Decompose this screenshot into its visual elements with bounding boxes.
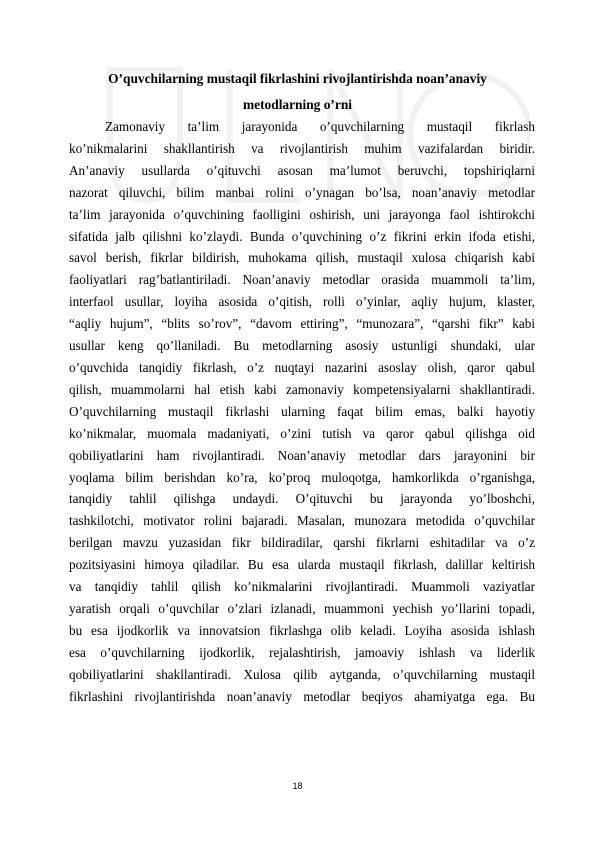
document-title: [60, 66, 535, 118]
paragraph-line: ko’nikmalarini shakllantirish va rivojlantirish muhim vazifalardan biridir.: [69, 140, 535, 156]
paragraph-line: qobiliyatlarini ham rivojlantiradi. Noan’anaviy metodlar dars jarayonini bir: [69, 447, 535, 463]
paragraph-line: yoqlama bilim berishdan ko’ra, ko’proq muloqotga, hamkorlikda o’rganishga,: [69, 469, 535, 485]
paragraph-line: bu esa ijodkorlik va innovatsion fikrlashga olib keladi. Loyiha asosida ishlash: [69, 622, 535, 638]
body-paragraph: [69, 116, 535, 707]
paragraph-line: Zamonaviy ta’lim jarayonida o’quvchilarning mustaqil fikrlash: [105, 119, 535, 134]
paragraph-line: “aqliy hujum”, “blits so’rov”, “davom ettiring”, “munozara”, “qarshi fikr” kabi: [69, 316, 535, 332]
paragraph-line: tanqidiy tahlil qilishga undaydi. O’qituvchi bu jarayonda yo’lboshchi,: [69, 491, 535, 507]
paragraph-line: tashkilotchi, motivator rolini bajaradi. Masalan, munozara metodida o’quvchilar: [69, 513, 535, 529]
paragraph-line: fikrlashini rivojlantirishda noan’anaviy metodlar beqiyos ahamiyatga ega. Bu: [69, 688, 535, 704]
title-line-2: metodlarning o’rni: [243, 97, 352, 112]
page-number: 18: [292, 781, 303, 791]
paragraph-line: qobiliyatlarini shakllantiradi. Xulosa qilib aytganda, o’quvchilarning mustaqil: [69, 666, 535, 682]
paragraph-line: va tanqidiy tahlil qilish ko’nikmalarini rivojlantiradi. Muammoli vaziyatlar: [69, 579, 535, 595]
paragraph-line: sifatida jalb qilishni ko’zlaydi. Bunda o’quvchining o’z fikrini erkin ifoda etishi,: [69, 228, 535, 244]
paragraph-line: yaratish orqali o’quvchilar o’zlari izlanadi, muammoni yechish yo’llarini topadi,: [69, 600, 535, 616]
paragraph-line: ta’lim jarayonida o’quvchining faolligini oshirish, uni jarayonga faol ishtirokchi: [69, 206, 535, 222]
paragraph-line: interfaol usullar, loyiha asosida o’qitish, rolli o’yinlar, aqliy hujum, klaster,: [69, 294, 535, 310]
paragraph-line: qilish, muammolarni hal etish kabi zamonaviy kompetensiyalarni shakllantiradi.: [69, 381, 535, 397]
paragraph-line: usullar keng qo’llaniladi. Bu metodlarning asosiy ustunligi shundaki, ular: [69, 338, 535, 354]
paragraph-line: nazorat qiluvchi, bilim manbai rolini o’ynagan bo’lsa, noan’anaviy metodlar: [69, 184, 535, 200]
paragraph-line: ko’nikmalar, muomala madaniyati, o’zini tutish va qaror qabul qilishga oid: [69, 425, 535, 441]
paragraph-line: savol berish, fikrlar bildirish, muhokama qilish, mustaqil xulosa chiqarish kabi: [69, 250, 535, 266]
paragraph-line: pozitsiyasini himoya qiladilar. Bu esa ularda mustaqil fikrlash, dalillar keltirish: [69, 557, 535, 573]
paragraph-line: faoliyatlari rag’batlantiriladi. Noan’anaviy metodlar orasida muammoli ta’lim,: [69, 272, 535, 288]
paragraph-line: An’anaviy usullarda o’qituvchi asosan ma’lumot beruvchi, topshiriqlarni: [69, 162, 535, 178]
paragraph-line: o’quvchida tanqidiy fikrlash, o’z nuqtayi nazarini asoslay olish, qaror qabul: [69, 359, 535, 375]
paragraph-line: O’quvchilarning mustaqil fikrlashi ularning faqat bilim emas, balki hayotiy: [69, 403, 535, 419]
paragraph-line: esa o’quvchilarning ijodkorlik, rejalashtirish, jamoaviy ishlash va liderlik: [69, 644, 535, 660]
title-line-1: O’quvchilarning mustaqil fikrlashini rivojlantirishda noan’anaviy: [108, 71, 487, 86]
paragraph-line: berilgan mavzu yuzasidan fikr bildiradilar, qarshi fikrlarni eshitadilar va o’z: [69, 535, 535, 551]
